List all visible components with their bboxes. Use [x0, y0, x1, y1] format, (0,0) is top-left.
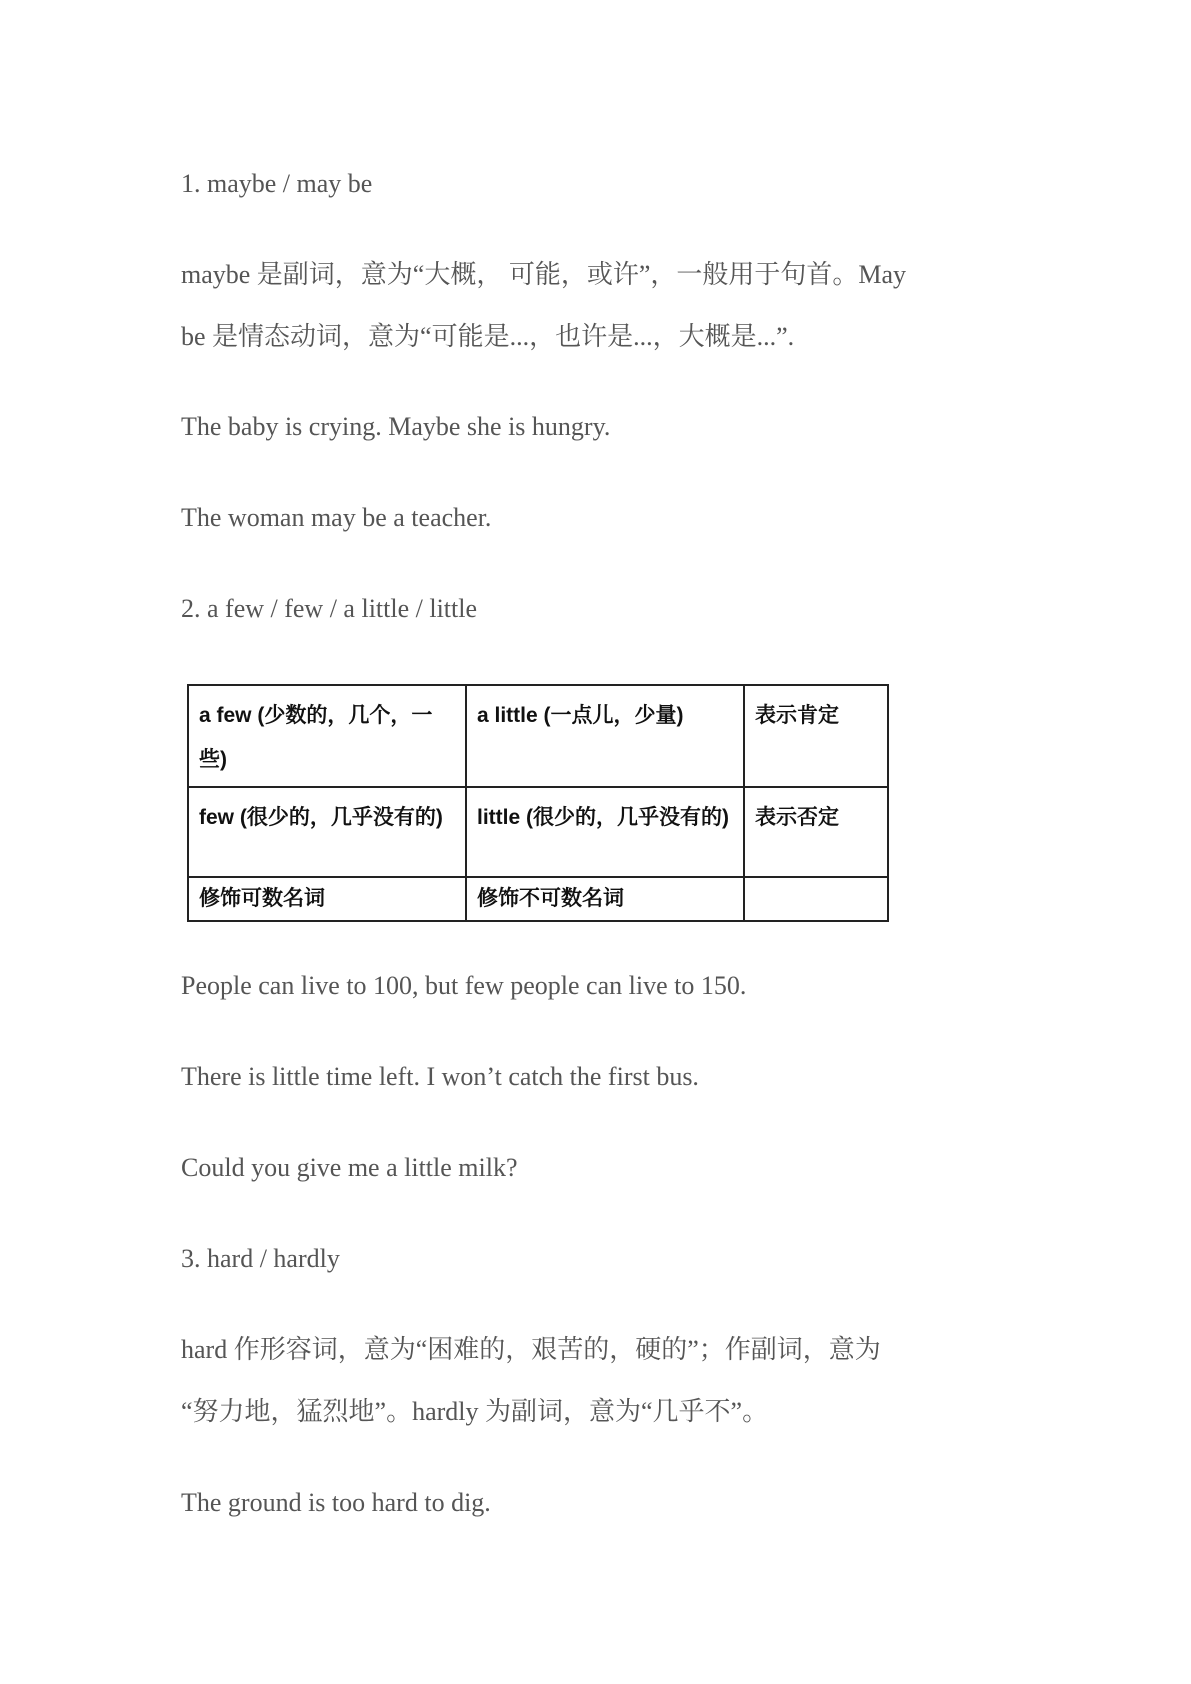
section2-heading: 2. a few / few / a little / little — [181, 594, 478, 623]
section3-heading: 3. hard / hardly — [181, 1244, 340, 1273]
few-little-table — [187, 684, 889, 922]
section1-heading: 1. maybe / may be — [181, 169, 373, 198]
section2-example3: Could you give me a little milk? — [181, 1153, 518, 1182]
section3-explanation-line2: “努力地，猛烈地”。hardly 为副词，意为“几乎不”。 — [181, 1397, 769, 1426]
table-cell: 表示否定 — [744, 787, 888, 877]
table-cell: 修饰不可数名词 — [466, 877, 744, 921]
section3-example1: The ground is too hard to dig. — [181, 1488, 491, 1517]
table-cell: 表示肯定 — [744, 685, 888, 787]
table-cell: a little (一点儿，少量) — [466, 685, 744, 787]
table-cell: few (很少的，几乎没有的) — [188, 787, 466, 877]
section1-example1: The baby is crying. Maybe she is hungry. — [181, 412, 611, 441]
table-cell: 修饰可数名词 — [188, 877, 466, 921]
section2-example1: People can live to 100, but few people can live to 150. — [181, 971, 747, 1000]
table-cell: little (很少的，几乎没有的) — [466, 787, 744, 877]
section3-explanation-line1: hard 作形容词，意为“困难的，艰苦的，硬的”；作副词，意为 — [181, 1335, 881, 1364]
table-row — [188, 787, 888, 877]
section2-example2: There is little time left. I won’t catch the first bus. — [181, 1062, 699, 1091]
section1-explanation-line2: be 是情态动词，意为“可能是...，也许是...，大概是...”. — [181, 322, 795, 351]
table-cell — [744, 877, 888, 921]
table-cell: a few (少数的，几个，一些) — [188, 685, 466, 787]
table-row — [188, 877, 888, 921]
section1-example2: The woman may be a teacher. — [181, 503, 492, 532]
table-row — [188, 685, 888, 787]
section1-explanation-line1: maybe 是副词，意为“大概， 可能，或许”，一般用于句首。May — [181, 260, 907, 289]
